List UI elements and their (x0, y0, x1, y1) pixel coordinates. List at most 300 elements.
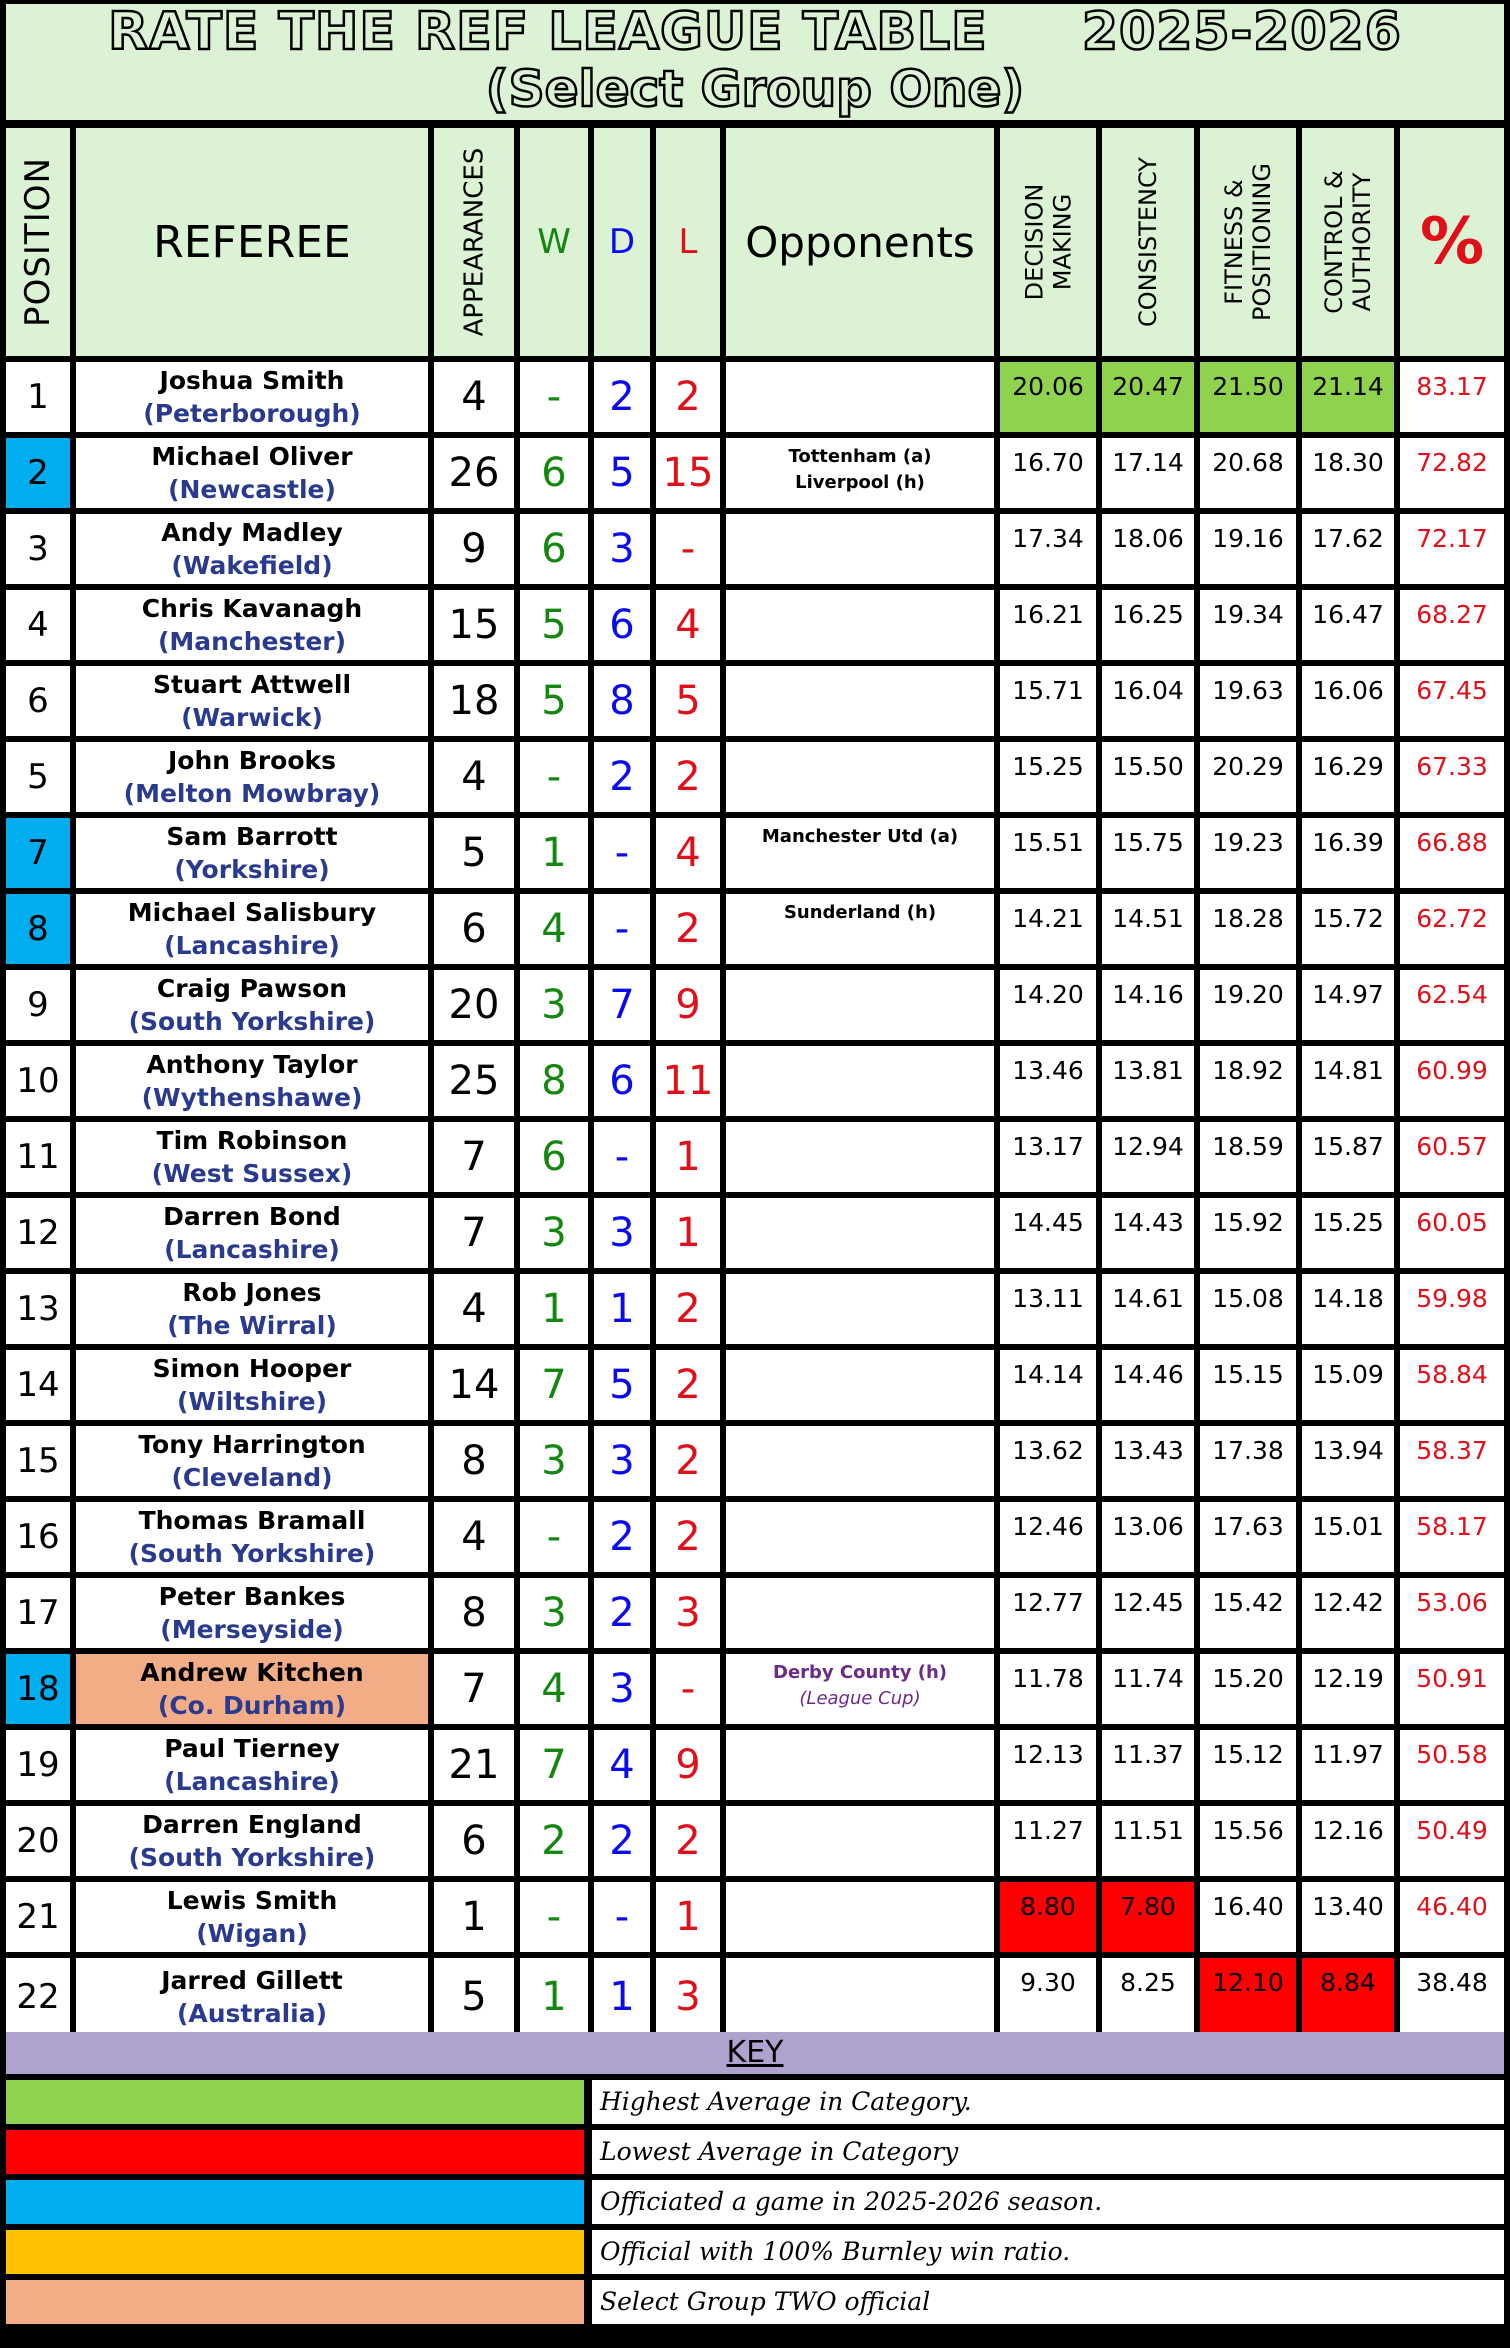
cell-dm: 15.25 (1000, 742, 1096, 812)
cell-ref (76, 742, 428, 812)
cell-fit: 19.16 (1200, 514, 1296, 584)
cell-w: 4 (520, 894, 588, 964)
cell-pct: 67.45 (1400, 666, 1504, 736)
cell-pct: 66.88 (1400, 818, 1504, 888)
cell-l: 2 (656, 1426, 720, 1496)
referee-name: Simon Hooper (152, 1354, 352, 1383)
cell-fit: 18.59 (1200, 1122, 1296, 1192)
cell-d: - (594, 894, 650, 964)
cell-w: 1 (520, 1958, 588, 2036)
cell-pos: 4 (6, 590, 70, 660)
cell-w: 3 (520, 1198, 588, 1268)
referee-location: (Wythenshawe) (141, 1083, 363, 1112)
cell-ref (76, 1198, 428, 1268)
cell-pos: 6 (6, 666, 70, 736)
referee-location: (Newcastle) (168, 475, 336, 504)
cell-opp (726, 742, 994, 812)
cell-ctl: 12.42 (1302, 1578, 1394, 1648)
referee-location: (South Yorkshire) (128, 1007, 376, 1036)
header-referee: REFEREE (76, 128, 428, 356)
cell-ref (76, 362, 428, 432)
key-label: Highest Average in Category. (592, 2080, 1504, 2124)
cell-dm: 15.51 (1000, 818, 1096, 888)
cell-pct: 72.82 (1400, 438, 1504, 508)
cell-pct: 59.98 (1400, 1274, 1504, 1344)
cell-w: 4 (520, 1654, 588, 1724)
cell-fit: 19.20 (1200, 970, 1296, 1040)
cell-d: 2 (594, 1806, 650, 1876)
cell-con: 15.50 (1102, 742, 1194, 812)
cell-l: 15 (656, 438, 720, 508)
cell-pct: 62.54 (1400, 970, 1504, 1040)
cell-dm: 16.21 (1000, 590, 1096, 660)
cell-pos: 15 (6, 1426, 70, 1496)
cell-ref (76, 590, 428, 660)
page-subtitle: (Select Group One) (485, 60, 1025, 118)
cell-fit: 15.12 (1200, 1730, 1296, 1800)
cell-ctl: 11.97 (1302, 1730, 1394, 1800)
cell-w: 7 (520, 1730, 588, 1800)
cell-fit: 15.15 (1200, 1350, 1296, 1420)
cell-pos: 21 (6, 1882, 70, 1952)
referee-location: (Lancashire) (164, 931, 340, 960)
referee-name: Joshua Smith (159, 366, 345, 395)
cell-opp (726, 1578, 994, 1648)
cell-con: 20.47 (1102, 362, 1194, 432)
header-decision-making: DECISION MAKING (1000, 128, 1096, 356)
cell-pct: 83.17 (1400, 362, 1504, 432)
cell-dm: 14.20 (1000, 970, 1096, 1040)
cell-w: 6 (520, 438, 588, 508)
opponent-line: Derby County (h) (773, 1662, 947, 1683)
referee-name: Sam Barrott (166, 822, 338, 851)
cell-app: 6 (434, 894, 514, 964)
cell-ref (76, 514, 428, 584)
cell-pos: 13 (6, 1274, 70, 1344)
cell-ctl: 17.62 (1302, 514, 1394, 584)
key-swatch (6, 2280, 584, 2324)
cell-l: 2 (656, 1274, 720, 1344)
cell-pct: 58.17 (1400, 1502, 1504, 1572)
cell-app: 9 (434, 514, 514, 584)
cell-l: 1 (656, 1882, 720, 1952)
key-title: KEY (6, 2032, 1504, 2074)
cell-opp (726, 1198, 994, 1268)
referee-name: Paul Tierney (164, 1734, 340, 1763)
cell-app: 4 (434, 362, 514, 432)
cell-fit: 21.50 (1200, 362, 1296, 432)
cell-d: - (594, 1122, 650, 1192)
referee-location: (West Sussex) (151, 1159, 353, 1188)
referee-name: Michael Salisbury (127, 898, 377, 927)
cell-l: 2 (656, 362, 720, 432)
cell-app: 26 (434, 438, 514, 508)
cell-w: - (520, 1502, 588, 1572)
cell-opp (726, 362, 994, 432)
cell-pct: 60.99 (1400, 1046, 1504, 1116)
header-draws: D (594, 128, 650, 356)
cell-opp (726, 1806, 994, 1876)
title-banner (6, 4, 1504, 120)
cell-app: 5 (434, 1958, 514, 2036)
cell-w: - (520, 742, 588, 812)
cell-w: 6 (520, 1122, 588, 1192)
referee-name: Andy Madley (161, 518, 343, 547)
cell-pos: 1 (6, 362, 70, 432)
cell-opp (726, 1274, 994, 1344)
cell-dm: 13.62 (1000, 1426, 1096, 1496)
cell-fit: 19.23 (1200, 818, 1296, 888)
opponent-line: Sunderland (h) (783, 902, 937, 923)
cell-fit: 15.08 (1200, 1274, 1296, 1344)
referee-name: Jarred Gillett (161, 1966, 343, 1995)
referee-location: (Wakefield) (171, 551, 333, 580)
key-swatch (6, 2130, 584, 2174)
referee-name: Michael Oliver (151, 442, 353, 471)
cell-pct: 67.33 (1400, 742, 1504, 812)
cell-ctl: 15.09 (1302, 1350, 1394, 1420)
cell-fit: 20.68 (1200, 438, 1296, 508)
cell-fit: 16.40 (1200, 1882, 1296, 1952)
cell-dm: 14.45 (1000, 1198, 1096, 1268)
cell-opp (726, 970, 994, 1040)
cell-app: 18 (434, 666, 514, 736)
cell-app: 21 (434, 1730, 514, 1800)
cell-fit: 15.20 (1200, 1654, 1296, 1724)
cell-app: 14 (434, 1350, 514, 1420)
referee-name: Lewis Smith (166, 1886, 338, 1915)
cell-pos: 2 (6, 438, 70, 508)
cell-l: 1 (656, 1198, 720, 1268)
referee-location: (Merseyside) (160, 1615, 344, 1644)
cell-fit: 18.28 (1200, 894, 1296, 964)
cell-pos: 19 (6, 1730, 70, 1800)
cell-con: 16.04 (1102, 666, 1194, 736)
cell-dm: 17.34 (1000, 514, 1096, 584)
title-text: RATE THE REF LEAGUE TABLE (108, 2, 988, 62)
cell-con: 18.06 (1102, 514, 1194, 584)
cell-dm: 16.70 (1000, 438, 1096, 508)
cell-con: 13.43 (1102, 1426, 1194, 1496)
cell-pos: 8 (6, 894, 70, 964)
page-title (6, 4, 1504, 60)
cell-pos: 11 (6, 1122, 70, 1192)
cell-pct: 72.17 (1400, 514, 1504, 584)
referee-name: Darren England (142, 1810, 362, 1839)
cell-app: 7 (434, 1122, 514, 1192)
cell-ctl: 15.25 (1302, 1198, 1394, 1268)
cell-pct: 68.27 (1400, 590, 1504, 660)
cell-ctl: 21.14 (1302, 362, 1394, 432)
cell-app: 8 (434, 1578, 514, 1648)
cell-ctl: 8.84 (1302, 1958, 1394, 2036)
cell-app: 6 (434, 1806, 514, 1876)
referee-location: (Lancashire) (164, 1235, 340, 1264)
cell-app: 8 (434, 1426, 514, 1496)
cell-con: 13.06 (1102, 1502, 1194, 1572)
cell-l: 2 (656, 1350, 720, 1420)
cell-pct: 50.49 (1400, 1806, 1504, 1876)
cell-dm: 13.17 (1000, 1122, 1096, 1192)
cell-app: 25 (434, 1046, 514, 1116)
cell-ctl: 15.72 (1302, 894, 1394, 964)
referee-location: (Peterborough) (143, 399, 361, 428)
cell-ctl: 16.39 (1302, 818, 1394, 888)
key-swatch (6, 2080, 584, 2124)
cell-opp (726, 1350, 994, 1420)
cell-dm: 12.77 (1000, 1578, 1096, 1648)
opponent-line: Tottenham (a) (788, 446, 932, 467)
cell-d: 6 (594, 590, 650, 660)
cell-ctl: 12.19 (1302, 1654, 1394, 1724)
cell-opp (726, 666, 994, 736)
cell-pos: 3 (6, 514, 70, 584)
cell-opp (726, 1046, 994, 1116)
cell-w: 2 (520, 1806, 588, 1876)
cell-l: 2 (656, 1806, 720, 1876)
key-label: Lowest Average in Category (592, 2130, 1504, 2174)
key-label: Official with 100% Burnley win ratio. (592, 2230, 1504, 2274)
cell-pos: 17 (6, 1578, 70, 1648)
cell-con: 16.25 (1102, 590, 1194, 660)
cell-pos: 10 (6, 1046, 70, 1116)
cell-con: 14.46 (1102, 1350, 1194, 1420)
season-text: 2025-2026 (1081, 2, 1402, 62)
cell-ctl: 18.30 (1302, 438, 1394, 508)
cell-opp (726, 1122, 994, 1192)
cell-fit: 15.92 (1200, 1198, 1296, 1268)
cell-con: 8.25 (1102, 1958, 1194, 2036)
cell-ref (76, 1806, 428, 1876)
referee-location: (Melton Mowbray) (123, 779, 381, 808)
cell-app: 1 (434, 1882, 514, 1952)
referee-location: (Co. Durham) (157, 1691, 347, 1720)
cell-d: 3 (594, 1654, 650, 1724)
cell-dm: 12.13 (1000, 1730, 1096, 1800)
cell-pos: 18 (6, 1654, 70, 1724)
cell-pct: 53.06 (1400, 1578, 1504, 1648)
referee-location: (South Yorkshire) (128, 1539, 376, 1568)
cell-opp (726, 590, 994, 660)
cell-ref (76, 1654, 428, 1724)
cell-pct: 60.05 (1400, 1198, 1504, 1268)
cell-app: 4 (434, 1502, 514, 1572)
cell-ref (76, 1502, 428, 1572)
cell-con: 14.51 (1102, 894, 1194, 964)
cell-ref (76, 1046, 428, 1116)
cell-con: 17.14 (1102, 438, 1194, 508)
cell-con: 12.45 (1102, 1578, 1194, 1648)
key-swatch (6, 2230, 584, 2274)
referee-location: (Australia) (176, 1999, 328, 2028)
cell-opp (726, 1426, 994, 1496)
cell-fit: 12.10 (1200, 1958, 1296, 2036)
cell-pos: 12 (6, 1198, 70, 1268)
cell-d: - (594, 1882, 650, 1952)
cell-fit: 15.56 (1200, 1806, 1296, 1876)
cell-ref (76, 970, 428, 1040)
cell-ref (76, 666, 428, 736)
cell-dm: 15.71 (1000, 666, 1096, 736)
header-percent: % (1400, 128, 1504, 356)
cell-pct: 62.72 (1400, 894, 1504, 964)
cell-ref (76, 1274, 428, 1344)
cell-dm: 12.46 (1000, 1502, 1096, 1572)
referee-name: Thomas Bramall (138, 1506, 366, 1535)
cell-ref (76, 894, 428, 964)
cell-l: 3 (656, 1958, 720, 2036)
cell-d: - (594, 818, 650, 888)
cell-l: 2 (656, 894, 720, 964)
cell-w: 3 (520, 970, 588, 1040)
cell-ctl: 14.81 (1302, 1046, 1394, 1116)
referee-name: Chris Kavanagh (141, 594, 363, 623)
cell-d: 6 (594, 1046, 650, 1116)
cell-ref (76, 1882, 428, 1952)
cell-con: 11.37 (1102, 1730, 1194, 1800)
cell-ref (76, 1426, 428, 1496)
cell-d: 3 (594, 1426, 650, 1496)
opponent-line: (League Cup) (799, 1688, 921, 1709)
cell-pct: 58.84 (1400, 1350, 1504, 1420)
cell-pct: 58.37 (1400, 1426, 1504, 1496)
cell-w: 8 (520, 1046, 588, 1116)
cell-w: 5 (520, 666, 588, 736)
cell-app: 7 (434, 1198, 514, 1268)
cell-d: 5 (594, 1350, 650, 1420)
cell-l: 4 (656, 818, 720, 888)
cell-opp (726, 1730, 994, 1800)
referee-name: Darren Bond (163, 1202, 341, 1231)
cell-w: 3 (520, 1578, 588, 1648)
cell-dm: 13.46 (1000, 1046, 1096, 1116)
referee-name: Stuart Attwell (152, 670, 352, 699)
cell-dm: 20.06 (1000, 362, 1096, 432)
cell-opp (726, 514, 994, 584)
cell-opp (726, 1958, 994, 2036)
cell-app: 7 (434, 1654, 514, 1724)
cell-pct: 50.91 (1400, 1654, 1504, 1724)
cell-l: 11 (656, 1046, 720, 1116)
cell-d: 2 (594, 1502, 650, 1572)
referee-name: Tim Robinson (156, 1126, 348, 1155)
header-appearances: APPEARANCES (434, 128, 514, 356)
cell-ctl: 13.40 (1302, 1882, 1394, 1952)
cell-fit: 17.63 (1200, 1502, 1296, 1572)
cell-con: 13.81 (1102, 1046, 1194, 1116)
cell-w: 7 (520, 1350, 588, 1420)
cell-d: 3 (594, 514, 650, 584)
header-opponents: Opponents (726, 128, 994, 356)
header-wins: W (520, 128, 588, 356)
referee-location: (South Yorkshire) (128, 1843, 376, 1872)
key-label: Select Group TWO official (592, 2280, 1504, 2324)
cell-pos: 20 (6, 1806, 70, 1876)
cell-ref (76, 1958, 428, 2036)
cell-dm: 8.80 (1000, 1882, 1096, 1952)
header-consistency: CONSISTENCY (1102, 128, 1194, 356)
header-fitness: FITNESS & POSITIONING (1200, 128, 1296, 356)
referee-location: (Wiltshire) (176, 1387, 328, 1416)
cell-l: 9 (656, 1730, 720, 1800)
header-position: POSITION (6, 128, 70, 356)
cell-pos: 16 (6, 1502, 70, 1572)
cell-l: 1 (656, 1122, 720, 1192)
cell-d: 4 (594, 1730, 650, 1800)
cell-app: 4 (434, 1274, 514, 1344)
cell-ref (76, 1350, 428, 1420)
cell-w: 5 (520, 590, 588, 660)
cell-pos: 7 (6, 818, 70, 888)
cell-w: - (520, 1882, 588, 1952)
cell-w: - (520, 362, 588, 432)
header-losses: L (656, 128, 720, 356)
cell-ref (76, 818, 428, 888)
cell-app: 15 (434, 590, 514, 660)
cell-opp (726, 894, 994, 964)
cell-con: 14.61 (1102, 1274, 1194, 1344)
cell-dm: 9.30 (1000, 1958, 1096, 2036)
cell-l: 2 (656, 742, 720, 812)
referee-name: John Brooks (167, 746, 337, 775)
referee-name: Craig Pawson (156, 974, 348, 1003)
cell-fit: 19.34 (1200, 590, 1296, 660)
cell-app: 5 (434, 818, 514, 888)
cell-d: 2 (594, 742, 650, 812)
cell-con: 12.94 (1102, 1122, 1194, 1192)
cell-pos: 5 (6, 742, 70, 812)
cell-w: 6 (520, 514, 588, 584)
header-control: CONTROL & AUTHORITY (1302, 128, 1394, 356)
cell-ref (76, 1578, 428, 1648)
opponent-line: Manchester Utd (a) (761, 826, 959, 847)
cell-fit: 15.42 (1200, 1578, 1296, 1648)
referee-location: (Yorkshire) (174, 855, 330, 884)
referee-name: Anthony Taylor (146, 1050, 358, 1079)
cell-dm: 14.14 (1000, 1350, 1096, 1420)
cell-fit: 20.29 (1200, 742, 1296, 812)
cell-fit: 19.63 (1200, 666, 1296, 736)
cell-opp (726, 438, 994, 508)
cell-ref (76, 438, 428, 508)
cell-l: - (656, 514, 720, 584)
cell-fit: 18.92 (1200, 1046, 1296, 1116)
cell-d: 2 (594, 362, 650, 432)
referee-name: Andrew Kitchen (140, 1658, 364, 1687)
cell-d: 1 (594, 1274, 650, 1344)
cell-ctl: 14.97 (1302, 970, 1394, 1040)
cell-pos: 9 (6, 970, 70, 1040)
cell-con: 11.74 (1102, 1654, 1194, 1724)
cell-w: 3 (520, 1426, 588, 1496)
cell-opp (726, 1882, 994, 1952)
referee-name: Tony Harrington (138, 1430, 366, 1459)
key-swatch (6, 2180, 584, 2224)
cell-dm: 11.78 (1000, 1654, 1096, 1724)
cell-d: 1 (594, 1958, 650, 2036)
cell-app: 20 (434, 970, 514, 1040)
cell-l: - (656, 1654, 720, 1724)
cell-fit: 17.38 (1200, 1426, 1296, 1496)
cell-pct: 38.48 (1400, 1958, 1504, 2036)
cell-d: 5 (594, 438, 650, 508)
cell-ctl: 14.18 (1302, 1274, 1394, 1344)
cell-dm: 13.11 (1000, 1274, 1096, 1344)
opponent-line: Liverpool (h) (795, 472, 925, 493)
cell-pct: 50.58 (1400, 1730, 1504, 1800)
cell-con: 7.80 (1102, 1882, 1194, 1952)
cell-l: 4 (656, 590, 720, 660)
